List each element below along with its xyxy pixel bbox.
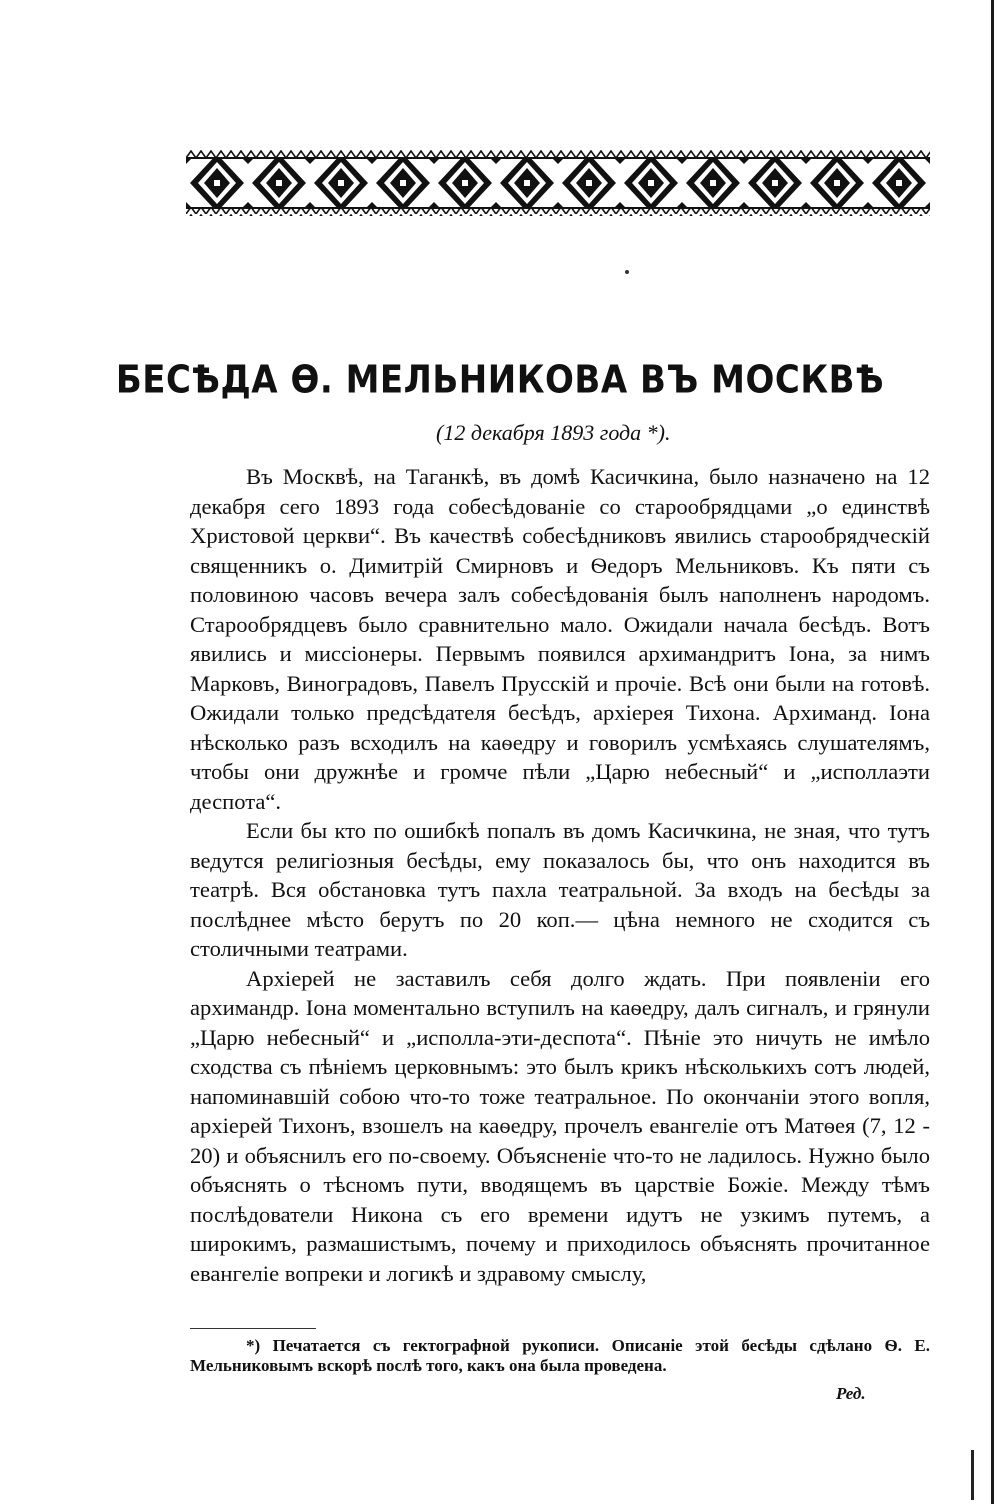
footnote: *) Печатается съ гектографной рукописи. Описаніе этой бесѣды сдѣлано Ѳ. Е. Мельниковымъ вскорѣ послѣ того, какъ она была проведена. (190, 1336, 930, 1375)
date-subtitle: (12 декабря 1893 года *). (436, 420, 671, 445)
main-text (190, 462, 930, 1288)
stray-dot (625, 270, 629, 274)
footnote-divider (190, 1328, 316, 1329)
paragraph: Въ Москвѣ, на Таганкѣ, въ домѣ Касичкина, было назначено на 12 декабря сего 1893 года собесѣдованіе со старообрядцами „о единствѣ Христовой церкви“. Въ качествѣ собесѣдниковъ явились старообрядческій священникъ о. Димитрій Смирновъ и Ѳедоръ Мельниковъ. Къ пяти съ половиною часовъ вечера залъ собесѣдованія былъ наполненъ народомъ. Старообрядцевъ было сравнительно мало. Ожидали начала бесѣдъ. Вотъ явились и миссіонеры. Первымъ появился архимандритъ Іона, за нимъ Марковъ, Виноградовъ, Павелъ Прусскій и прочіе. Всѣ они были на готовѣ. Ожидали только предсѣдателя бесѣдъ, архіерея Тихона. Архиманд. Іона нѣсколько разъ всходилъ на каѳедру и говорилъ усмѣхаясь слушателямъ, чтобы они дружнѣе и громче пѣли „Царю небесный“ и „исполлаэти деспота“. (190, 464, 930, 814)
editor-signature: Ред. (836, 1384, 866, 1403)
paragraph: Если бы кто по ошибкѣ попалъ въ домъ Касичкина, не зная, что тутъ ведутся религіозныя бесѣды, ему показалось бы, что онъ находится въ театрѣ. Вся обстановка тутъ пахла театральной. За входъ на бесѣды за послѣднее мѣсто берутъ по 20 коп.— цѣна немного не сходится съ столичными театрами. (190, 818, 930, 961)
page-title: БЕСѢДА Ѳ. МЕЛЬНИКОВА ВЪ МОСКВѢ (115, 357, 885, 403)
paragraph: Архіерей не заставилъ себя долго ждать. При появленіи его архимандр. Іона моментально вступилъ на каѳедру, далъ сигналъ, и грянули „Царю небесный“ и „исполла-эти-деспота“. Пѣніе это ничуть не имѣло сходства съ пѣніемъ церковнымъ: это былъ крикъ нѣсколькихъ сотъ людей, напоминавшій собою что-то тоже театральное. По окончаніи этого вопля, архіерей Тихонъ, взошелъ на каѳедру, прочелъ евангеліе отъ Матѳея (7, 12 - 20) и объяснилъ его по-своему. Объясненіе что-то не ладилось. Нужно было объяснять о тѣсномъ пути, вводящемъ въ царствіе Божіе. Между тѣмъ послѣдователи Никона съ его времени идутъ не узкимъ путемъ, а широкимъ, размашистымъ, почему и приходилось объяснять прочитанное евангеліе вопреки и логикѣ и здравому смыслу, (190, 965, 930, 1286)
page-edge-marks (971, 1450, 974, 1500)
ornamental-header-band (186, 150, 930, 216)
page-edge-line (991, 0, 994, 1504)
